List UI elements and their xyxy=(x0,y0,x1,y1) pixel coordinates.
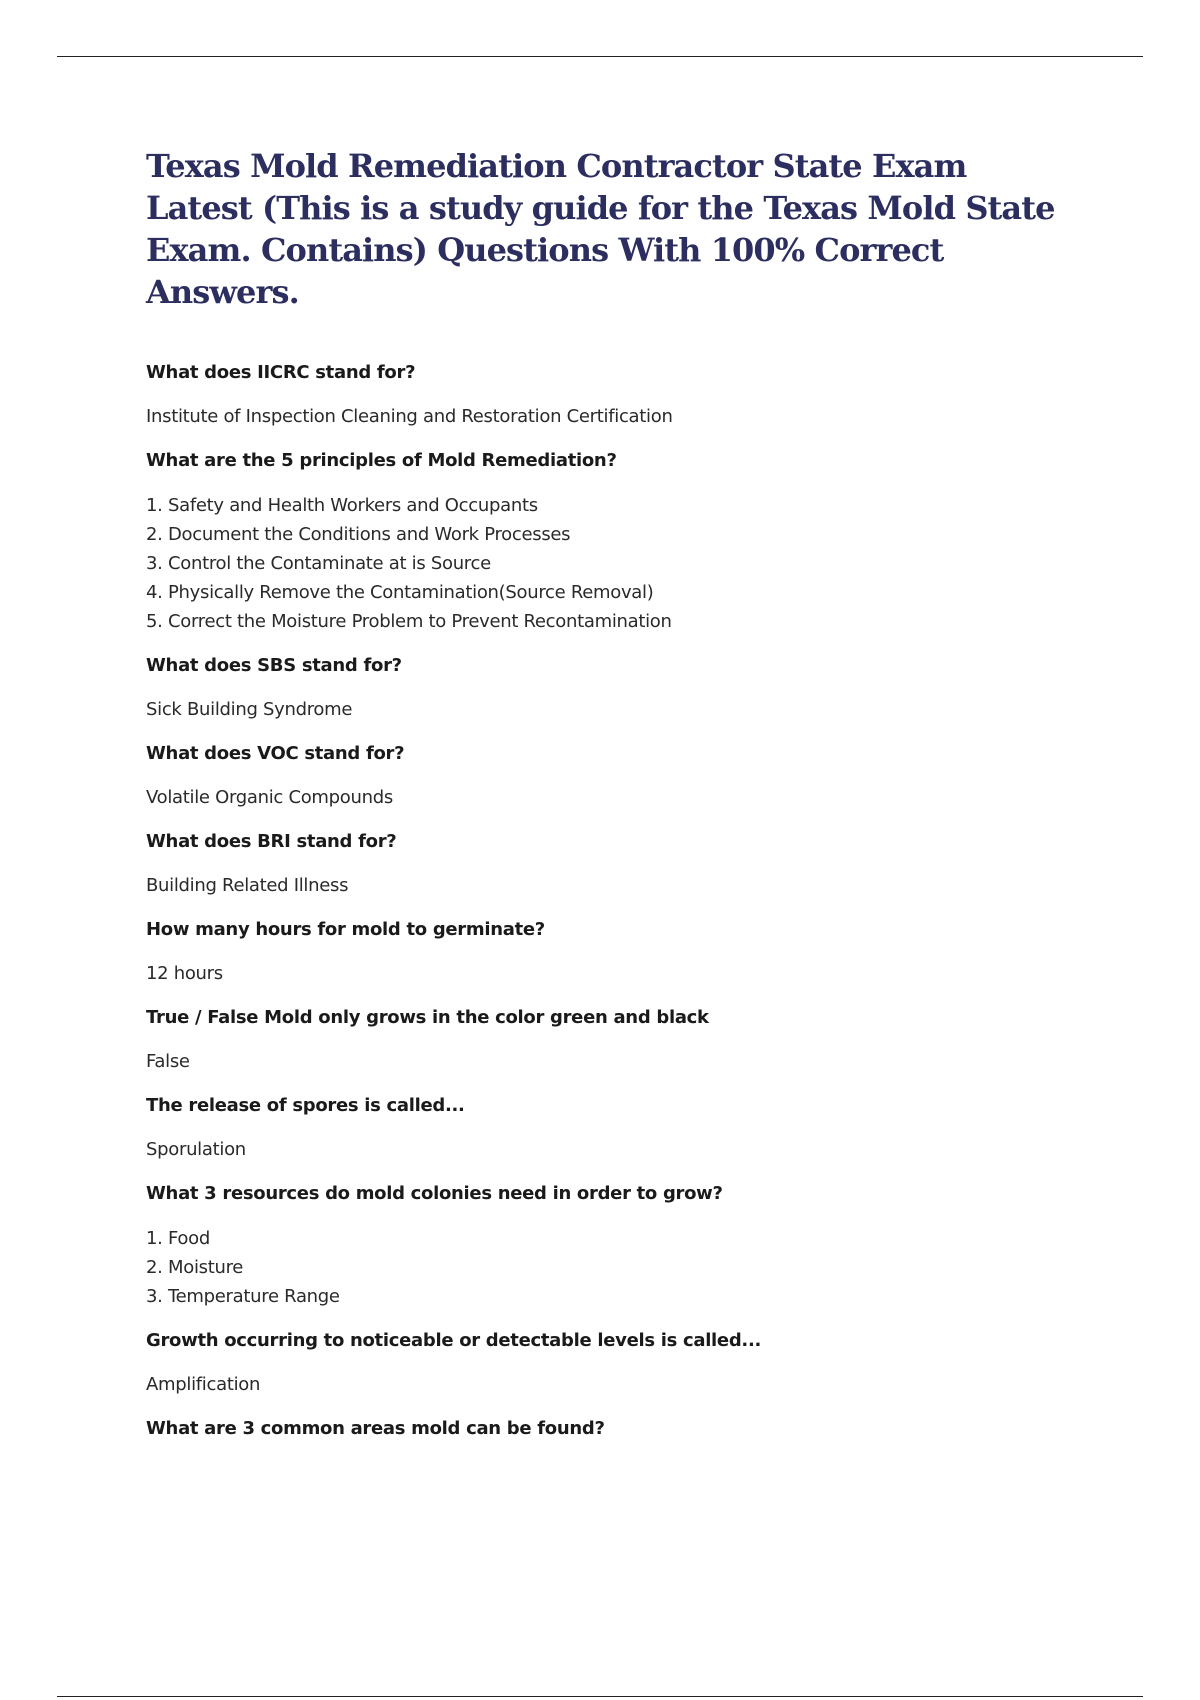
qa-item xyxy=(146,828,1076,900)
answer-list xyxy=(146,1224,1076,1311)
answer-list-item: 1. Food xyxy=(146,1228,210,1249)
question-text: What are the 5 principles of Mold Remediation? xyxy=(146,450,617,471)
answer-list-item: 3. Control the Contaminate at is Source xyxy=(146,553,491,574)
qa-item xyxy=(146,1092,1076,1164)
footer-rule xyxy=(57,1696,1143,1697)
qa-item xyxy=(146,916,1076,988)
answer-list-item: 5. Correct the Moisture Problem to Prevent Recontamination xyxy=(146,611,672,632)
question-text: What 3 resources do mold colonies need in order to grow? xyxy=(146,1183,723,1204)
question-text: How many hours for mold to germinate? xyxy=(146,919,545,940)
answer-text: Building Related Illness xyxy=(146,875,349,896)
answer-list-item: 4. Physically Remove the Contamination(Source Removal) xyxy=(146,582,654,603)
qa-item xyxy=(146,1327,1076,1399)
document-title: Texas Mold Remediation Contractor State Exam Latest (This is a study guide for the Texas Mold State Exam. Contains) Questions With 100% Correct Answers. xyxy=(146,147,1055,311)
qa-item xyxy=(146,740,1076,812)
qa-item xyxy=(146,652,1076,724)
qa-list xyxy=(146,359,1076,1443)
qa-item xyxy=(146,1004,1076,1076)
answer-text: Institute of Inspection Cleaning and Restoration Certification xyxy=(146,406,673,427)
answer-list-item: 3. Temperature Range xyxy=(146,1286,340,1307)
document-body xyxy=(146,145,1076,1459)
question-text: What does SBS stand for? xyxy=(146,655,402,676)
question-text: The release of spores is called... xyxy=(146,1095,465,1116)
question-text: What does IICRC stand for? xyxy=(146,362,416,383)
answer-list xyxy=(146,491,1076,636)
answer-text: Amplification xyxy=(146,1374,261,1395)
qa-item xyxy=(146,447,1076,636)
answer-text: Sick Building Syndrome xyxy=(146,699,353,720)
question-text: What does BRI stand for? xyxy=(146,831,397,852)
qa-item xyxy=(146,1180,1076,1311)
qa-item xyxy=(146,1415,1076,1443)
answer-list-item: 2. Document the Conditions and Work Processes xyxy=(146,524,571,545)
answer-list-item: 1. Safety and Health Workers and Occupants xyxy=(146,495,538,516)
header-rule xyxy=(57,56,1143,57)
answer-text: 12 hours xyxy=(146,963,223,984)
qa-item xyxy=(146,359,1076,431)
answer-text: False xyxy=(146,1051,190,1072)
question-text: True / False Mold only grows in the color green and black xyxy=(146,1007,709,1028)
answer-text: Volatile Organic Compounds xyxy=(146,787,393,808)
question-text: Growth occurring to noticeable or detectable levels is called... xyxy=(146,1330,762,1351)
answer-text: Sporulation xyxy=(146,1139,246,1160)
answer-list-item: 2. Moisture xyxy=(146,1257,244,1278)
question-text: What are 3 common areas mold can be found? xyxy=(146,1418,605,1439)
question-text: What does VOC stand for? xyxy=(146,743,405,764)
